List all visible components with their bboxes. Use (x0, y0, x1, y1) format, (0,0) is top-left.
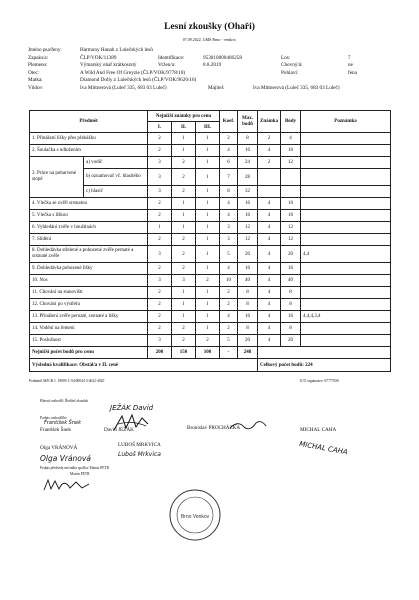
chov-label: Chovný/á: (281, 62, 303, 69)
row-subject: 6. Vyhledání zvěře v houštinách (30, 222, 148, 234)
row-subject: 3. Práce na pobarvené stopě (30, 157, 84, 198)
row-coef: 10 (220, 275, 238, 287)
row-iii: 1 (196, 210, 220, 222)
row-note (301, 186, 391, 198)
row-i: 2 (148, 145, 172, 157)
breed-label: Plemeno: (28, 62, 48, 69)
result-qualification: Výsledná kvalifikace: Obstál/a v II. ceně (30, 359, 258, 372)
col-max: Max. bodů (238, 111, 258, 133)
chairman-label: Podpis předsedy místního spolku: Martin PETR (40, 466, 109, 470)
row-ii: 1 (172, 210, 196, 222)
row-max: 16 (238, 210, 258, 222)
document-subtitle: 07.09.2022, GMS Brno - venkov, (182, 37, 237, 42)
table-row (30, 145, 391, 157)
table-row (30, 157, 391, 169)
row-coef: 4 (220, 198, 238, 210)
min-empty (258, 347, 391, 359)
row-coef: 2 (220, 323, 238, 335)
row-ii: 1 (172, 311, 196, 323)
row-points: 8 (281, 287, 301, 299)
row-subject: 10. Nos (30, 275, 148, 287)
row-grade: 4 (258, 198, 281, 210)
row-note (301, 222, 391, 234)
row-note: 4,4,4,3,4 (301, 311, 391, 323)
min-iii: 100 (196, 347, 220, 359)
table-row (30, 234, 391, 246)
table-row (30, 210, 391, 222)
los-label: Los: (281, 54, 291, 61)
chov-value: ne (348, 62, 353, 69)
table-row (30, 287, 391, 299)
row-i: 2 (148, 210, 172, 222)
table-row (30, 246, 391, 263)
row-points: 20 (281, 246, 301, 263)
row-i: 2 (148, 133, 172, 145)
row-ii: 2 (172, 335, 196, 347)
col-subject: Předmět (30, 111, 148, 133)
olga-script-signature: Olga Vránová (40, 454, 91, 463)
row-max: 16 (238, 311, 258, 323)
row-grade: 4 (258, 210, 281, 222)
judge1-name: František Šnek (40, 427, 71, 433)
owner-label: Majitel: (208, 84, 225, 91)
total-points: Celkový počet bodů: 224 (258, 359, 391, 372)
row-ii: 2 (172, 157, 196, 169)
row-iii: 2 (196, 275, 220, 287)
row-points: 8 (281, 323, 301, 335)
table-row (30, 186, 391, 198)
row-coef: 4 (220, 263, 238, 275)
row-iii: 1 (196, 234, 220, 246)
results-rows (30, 133, 391, 347)
table-row (30, 222, 391, 234)
row-ii: 1 (172, 299, 196, 311)
chairman-signature-scribble (42, 476, 92, 494)
row-max: 16 (238, 145, 258, 157)
row-note (301, 145, 391, 157)
row-grade: 4 (258, 222, 281, 234)
row-iii: 1 (196, 157, 220, 169)
chairman-name: Martin PETR (70, 472, 90, 476)
row-points: 8 (281, 299, 301, 311)
row-subitem: b) oznamovač vč. hlasitého (84, 169, 148, 186)
dog-name-value: Harmony Hanah z Lulečských lesů (80, 47, 153, 53)
row-coef: 8 (220, 186, 238, 198)
row-coef: 3 (220, 234, 238, 246)
row-i: 2 (148, 234, 172, 246)
row-points: 16 (281, 145, 301, 157)
row-points: 40 (281, 275, 301, 287)
row-points: 20 (281, 335, 301, 347)
row-note: 4,4 (301, 246, 391, 263)
row-ii: 1 (172, 198, 196, 210)
row-grade: 4 (258, 323, 281, 335)
row-max: 16 (238, 198, 258, 210)
row-subitem: c) hlasič (84, 186, 148, 198)
row-max: 20 (238, 246, 258, 263)
min-points-label: Nejnižší počet bodů pro cenu (30, 347, 148, 359)
row-grade: 4 (258, 234, 281, 246)
judge3-signature-scribble (228, 418, 268, 432)
table-row (30, 275, 391, 287)
row-note (301, 299, 391, 311)
row-coef: 5 (220, 246, 238, 263)
row-coef: 7 (220, 169, 238, 186)
stamp-text: Brno Venkov (180, 514, 210, 520)
judge1-print: František Šnek (44, 420, 81, 426)
row-points (281, 169, 301, 186)
row-coef: 4 (220, 210, 238, 222)
row-points: 12 (281, 157, 301, 169)
row-subject: 11. Chování na stanovišti (30, 287, 148, 299)
col-i: I. (148, 122, 172, 133)
row-i: 3 (148, 246, 172, 263)
row-ii: 2 (172, 323, 196, 335)
row-points: 12 (281, 234, 301, 246)
row-subject: 8. Dohledávka střelené a pohozené zvěře pernaté a srstnaté zvěře (30, 246, 148, 263)
row-iii: 1 (196, 246, 220, 263)
row-grade: 4 (258, 287, 281, 299)
row-ii: 2 (172, 246, 196, 263)
row-i: 3 (148, 335, 172, 347)
row-subject: 7. Slídění (30, 234, 148, 246)
sex-value: fena (348, 69, 357, 76)
row-iii: 1 (196, 299, 220, 311)
row-ii: 2 (172, 234, 196, 246)
row-iii: 1 (196, 169, 220, 186)
judge4-script-signature: MICHAL CAHA (298, 440, 349, 457)
row-note (301, 157, 391, 169)
head-judge-label: Hlavní rozhodčí: Ředitel zkoušek (40, 399, 89, 403)
row-ii: 3 (172, 275, 196, 287)
row-grade: 4 (258, 145, 281, 157)
born-value: 8.8.2019 (203, 62, 222, 69)
row-note (301, 275, 391, 287)
row-ii: 2 (172, 186, 196, 198)
judge3-name: Bronislav PROCHÁZKA (187, 425, 241, 431)
row-i: 3 (148, 157, 172, 169)
organization-stamp (168, 488, 222, 542)
row-grade (258, 169, 281, 186)
row-i: 2 (148, 198, 172, 210)
row-iii: 1 (196, 311, 220, 323)
row-note (301, 263, 391, 275)
min-ii: 150 (172, 347, 196, 359)
olga-name: Olga VRÁNOVÁ (40, 445, 78, 451)
row-max: 8 (238, 323, 258, 335)
row-max: 16 (238, 263, 258, 275)
col-scores: Nejnižší známky pro cenu (148, 111, 220, 122)
row-i: 1 (148, 222, 172, 234)
judge1-script-signature: JEŽÁK David (110, 404, 154, 412)
row-note (301, 169, 391, 186)
row-ii: 2 (172, 169, 196, 186)
row-subject: 15. Poslušnost (30, 335, 148, 347)
row-note (301, 234, 391, 246)
row-note (301, 198, 391, 210)
row-i: 2 (148, 287, 172, 299)
col-coef: Koef. (220, 111, 238, 133)
row-grade: 4 (258, 246, 281, 263)
row-subject: 4. Vlečka se zvěří srstnatou (30, 198, 148, 210)
lubos-script-signature: Luboš Mrkvica (118, 451, 161, 458)
row-note (301, 210, 391, 222)
row-coef: 2 (220, 133, 238, 145)
row-points: 16 (281, 263, 301, 275)
table-row (30, 169, 391, 186)
row-subject: 14. Vodění na řemeni (30, 323, 148, 335)
father-label: Otec: (28, 69, 40, 76)
row-i: 2 (148, 263, 172, 275)
row-max: 40 (238, 275, 258, 287)
row-i: 2 (148, 299, 172, 311)
row-points (281, 186, 301, 198)
row-i: 3 (148, 186, 172, 198)
row-grade: 2 (258, 133, 281, 145)
min-coef: - (220, 347, 238, 359)
col-ii: II. (172, 122, 196, 133)
judge1-label: Podpis rozhodčího (40, 416, 67, 420)
row-max: 8 (238, 287, 258, 299)
row-max: 8 (238, 299, 258, 311)
row-ii: 1 (172, 222, 196, 234)
row-grade: 4 (258, 335, 281, 347)
table-row (30, 198, 391, 210)
row-points: 16 (281, 210, 301, 222)
row-coef: 3 (220, 222, 238, 234)
born-label: Vržen/a: (158, 62, 176, 69)
row-ii: 1 (172, 145, 196, 157)
row-subject: 2. Šoulačka s odložením (30, 145, 148, 157)
stud-value: ČLP/VOK/11389 (80, 54, 117, 61)
owner-value: Iva Mittnerová (Luleč 335, 683 03 Luleč) (253, 84, 340, 91)
judge2-name: David JEŽÁK (104, 427, 134, 433)
row-max: 12 (238, 222, 258, 234)
row-iii: 2 (196, 335, 220, 347)
table-row (30, 335, 391, 347)
handler-value: Iva Mittnerová (Luleč 335, 683 03 Luleč) (80, 84, 167, 91)
dog-name-label: Jméno psa/feny: (28, 47, 62, 53)
row-coef: 2 (220, 299, 238, 311)
row-note (301, 133, 391, 145)
row-i: 3 (148, 275, 172, 287)
row-subject: 9. Dohledávka pohozené lišky (30, 263, 148, 275)
row-subject: 12. Chování po výstřelu (30, 299, 148, 311)
ident-value: 953010000466258 (203, 54, 242, 61)
row-ii: 2 (172, 263, 196, 275)
row-iii: 1 (196, 222, 220, 234)
row-subitem: a) vodič (84, 157, 148, 169)
col-grade: Známka (258, 111, 281, 133)
table-row (30, 311, 391, 323)
col-iii: III. (196, 122, 220, 133)
father-value: A Wild And Free Of Greyzie (ČLP/VOK/9778/18) (80, 69, 186, 76)
col-note: Poznámka (301, 111, 391, 133)
row-iii: 1 (196, 287, 220, 299)
mother-value: Diamond Dolly z Lulečských lesů (ČLP/VOK/9626/16) (80, 77, 197, 84)
row-max: 32 (238, 186, 258, 198)
dog-info-block (28, 47, 398, 93)
los-value: 7 (348, 54, 351, 61)
row-coef: 4 (220, 311, 238, 323)
stud-label: Zapsán/a: (28, 54, 49, 61)
row-points: 16 (281, 198, 301, 210)
lubos-name: LUBOŠ MRKVICA (118, 442, 161, 448)
row-points: 12 (281, 222, 301, 234)
row-max: 20 (238, 335, 258, 347)
min-i: 200 (148, 347, 172, 359)
row-i: 2 (148, 311, 172, 323)
table-row (30, 323, 391, 335)
table-row (30, 133, 391, 145)
row-coef: 5 (220, 335, 238, 347)
row-grade (258, 186, 281, 198)
footnote-left: Podmínil MZCR č. 18089 1/ 04/0004/13-4022-4020 (29, 379, 105, 383)
min-max: 248 (238, 347, 258, 359)
row-points: 16 (281, 311, 301, 323)
row-ii: 1 (172, 287, 196, 299)
footnote-right: ICO organizace: 67777656 (300, 379, 339, 383)
row-subject: 13. Přinášení zvěře pernaté, srstnaté a lišky (30, 311, 148, 323)
row-subject: 5. Vlečka s liškou (30, 210, 148, 222)
row-i: 2 (148, 323, 172, 335)
sex-label: Pohlaví: (281, 69, 299, 76)
row-points: 4 (281, 133, 301, 145)
row-note (301, 335, 391, 347)
row-iii: 1 (196, 263, 220, 275)
results-table (29, 110, 391, 372)
row-max: 24 (238, 157, 258, 169)
row-grade: 4 (258, 263, 281, 275)
judge4-name: MICHAL CAHA (300, 427, 337, 433)
table-row (30, 263, 391, 275)
row-note (301, 287, 391, 299)
handler-label: Vůdce: (28, 84, 43, 91)
row-iii: 1 (196, 145, 220, 157)
row-i: 3 (148, 169, 172, 186)
row-grade: 4 (258, 299, 281, 311)
row-max: 28 (238, 169, 258, 186)
col-points: Body (281, 111, 301, 133)
row-coef: 2 (220, 287, 238, 299)
row-iii: 1 (196, 133, 220, 145)
table-row (30, 299, 391, 311)
ident-label: Identifikace: (158, 54, 185, 61)
row-grade: 4 (258, 275, 281, 287)
row-grade: 4 (258, 311, 281, 323)
row-iii: 1 (196, 198, 220, 210)
row-coef: 6 (220, 157, 238, 169)
document-title: Lesní zkoušky (Ohaři) (164, 22, 255, 32)
row-max: 12 (238, 234, 258, 246)
row-ii: 1 (172, 133, 196, 145)
mother-label: Matka: (28, 77, 43, 84)
row-grade: 2 (258, 157, 281, 169)
row-iii: 1 (196, 323, 220, 335)
row-subject: 1. Přinášení lišky přes překážku (30, 133, 148, 145)
breed-value: Výmarský ohař krátkosrstý (80, 62, 137, 69)
row-iii: 1 (196, 186, 220, 198)
row-note (301, 323, 391, 335)
row-max: 8 (238, 133, 258, 145)
row-coef: 4 (220, 145, 238, 157)
